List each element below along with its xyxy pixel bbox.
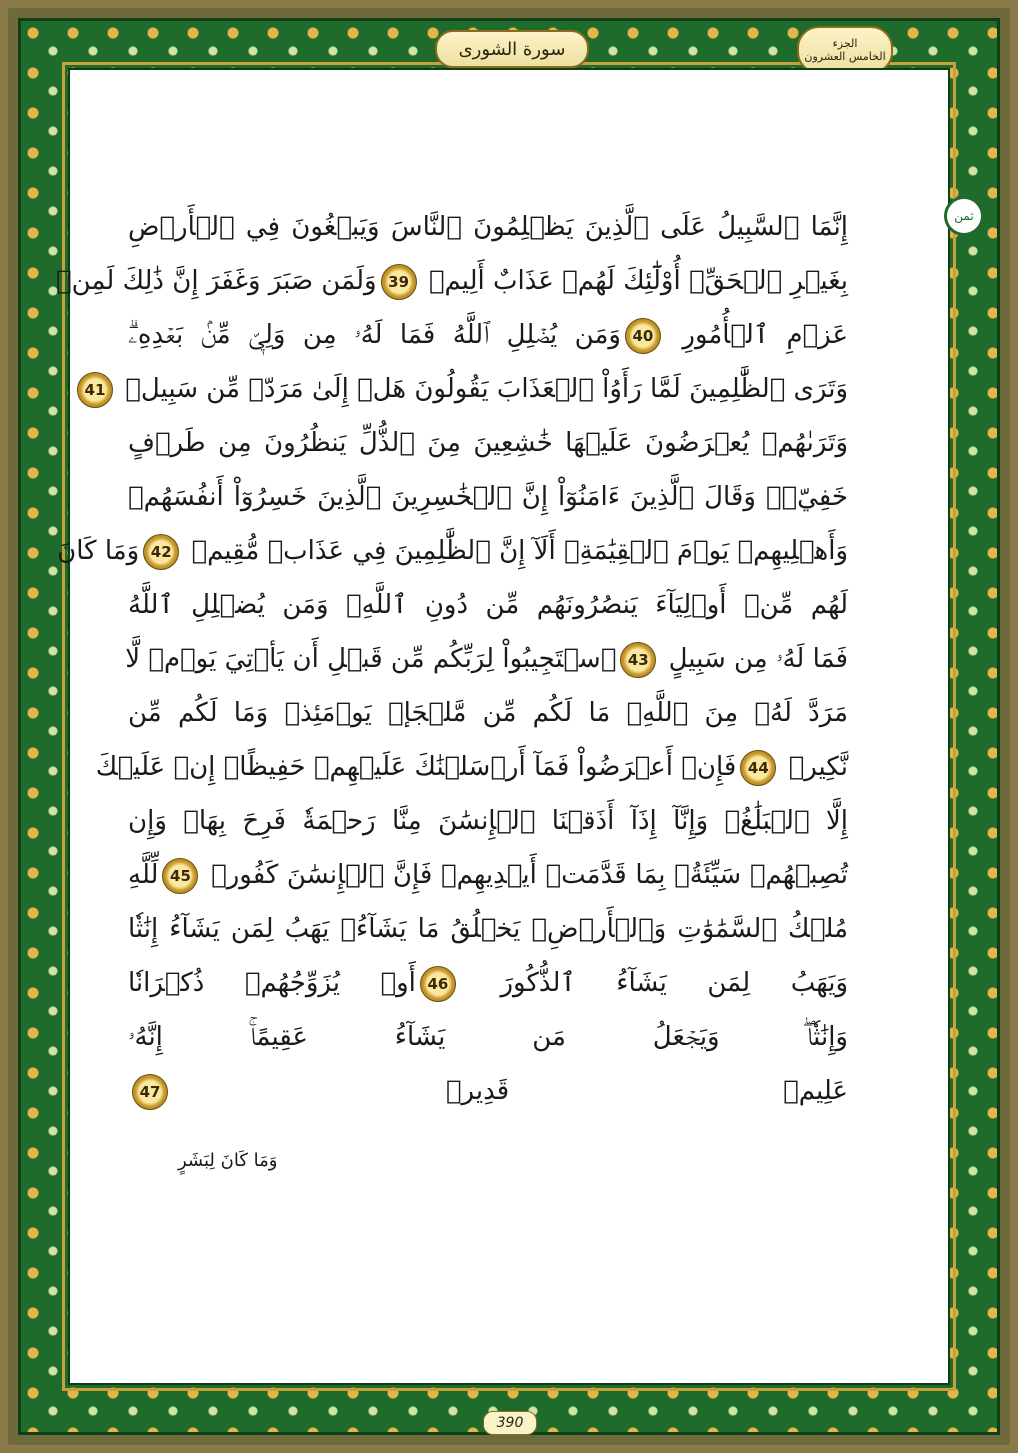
verse-text: وَلَمَن صَبَرَ وَغَفَرَ إِنَّ ذَٰلِكَ لَمِنۡ — [55, 266, 377, 296]
verse-text: عَزۡمِ ٱلۡأُمُورِ — [664, 320, 848, 350]
ayah-number-marker: 45 — [162, 858, 198, 894]
text-line — [128, 794, 848, 848]
text-line — [128, 578, 848, 632]
text-line — [128, 1064, 848, 1118]
ayah-number-marker: 46 — [420, 966, 456, 1002]
verse-text: فَإِنۡ أَعۡرَضُواْ فَمَآ أَرۡسَلۡنَٰكَ عَلَيۡهِمۡ حَفِيظًاۖ إِنۡ عَلَيۡكَ — [95, 752, 737, 782]
ayah-number-marker: 43 — [620, 642, 656, 678]
ayah-number-marker: 40 — [625, 318, 661, 354]
ayah-number-marker: 44 — [740, 750, 776, 786]
text-line — [128, 902, 848, 956]
page-number-label: 390 — [496, 1415, 524, 1431]
verse-text: وَمَا كَانَ — [57, 536, 140, 566]
text-line — [84, 362, 848, 416]
juz-number: الخامس العشرون — [804, 50, 886, 63]
text-line — [128, 848, 848, 902]
surah-title: سورة الشورى — [458, 38, 566, 60]
verse-text: لِّلَّهِ — [128, 860, 159, 890]
verse-text: وَتَرَى ٱلظَّٰلِمِينَ لَمَّا رَأَوُاْ ٱلۡعَذَابَ يَقُولُونَ هَلۡ إِلَىٰ مَرَدّٖ مِّن سَبِيلٖ — [116, 374, 848, 404]
verse-text: فَمَا لَهُۥ مِن سَبِيلٍ — [660, 644, 848, 674]
verse-text: نَّكِيرٖ — [780, 752, 848, 782]
text-line — [95, 740, 848, 794]
verse-text: وَإِنَٰثٗاۖ وَيَجۡعَلُ مَن يَشَآءُ عَقِيمًاۚ إِنَّهُۥ — [128, 1022, 848, 1052]
text-line — [128, 1010, 848, 1064]
text-line — [128, 200, 848, 254]
quran-text-block — [55, 200, 848, 1118]
verse-text: مُلۡكُ ٱلسَّمَٰوَٰتِ وَٱلۡأَرۡضِۚ يَخۡلُقُ مَا يَشَآءُۚ يَهَبُ لِمَن يَشَآءُ إِنَٰثٗا — [128, 914, 848, 944]
catchword: وَمَا كَانَ لِبَشَرٍ — [178, 1150, 278, 1171]
verse-text: وَأَهۡلِيهِمۡ يَوۡمَ ٱلۡقِيَٰمَةِۗ أَلَآ إِنَّ ٱلظَّٰلِمِينَ فِي عَذَابٖ مُّقِيمٖ — [183, 536, 848, 566]
verse-text: وَمَن يُضۡلِلِ ٱللَّهُ فَمَا لَهُۥ مِن وَلِيّٖ مِّنۢ بَعۡدِهِۦۗ — [128, 320, 621, 350]
ayah-number-marker: 39 — [381, 264, 417, 300]
verse-text: تُصِبۡهُمۡ سَيِّئَةُۢ بِمَا قَدَّمَتۡ أَيۡدِيهِمۡ فَإِنَّ ٱلۡإِنسَٰنَ كَفُورٞ — [202, 860, 848, 890]
surah-title-plate — [435, 30, 589, 68]
verse-text: خَفِيّٖۗ وَقَالَ ٱلَّذِينَ ءَامَنُوٓاْ إِنَّ ٱلۡخَٰسِرِينَ ٱلَّذِينَ خَسِرُوٓاْ أَنفُسَهُمۡ — [128, 482, 848, 512]
text-line — [57, 524, 848, 578]
verse-text: وَتَرَىٰهُمۡ يُعۡرَضُونَ عَلَيۡهَا خَٰشِعِينَ مِنَ ٱلذُّلِّ يَنظُرُونَ مِن طَرۡفٍ — [128, 428, 848, 458]
text-line — [128, 470, 848, 524]
juz-label: الجزء — [832, 37, 858, 50]
verse-text: أَوۡ يُزَوِّجُهُمۡ ذُكۡرَانٗا — [128, 968, 416, 998]
verse-text: لَهُم مِّنۡ أَوۡلِيَآءَ يَنصُرُونَهُم مِّن دُونِ ٱللَّهِۗ وَمَن يُضۡلِلِ ٱللَّهُ — [128, 590, 848, 620]
page-number — [483, 1411, 537, 1435]
text-line — [128, 308, 848, 362]
hizb-marker — [944, 196, 984, 236]
text-line — [55, 254, 848, 308]
text-line — [128, 686, 848, 740]
verse-text: عَلِيمٞ قَدِيرٞ — [172, 1076, 848, 1106]
text-line — [128, 956, 848, 1010]
text-line — [128, 416, 848, 470]
ayah-number-marker: 47 — [132, 1074, 168, 1110]
ayah-number-marker: 42 — [143, 534, 179, 570]
text-line — [125, 632, 848, 686]
juz-plate — [797, 26, 893, 74]
verse-text: ٱسۡتَجِيبُواْ لِرَبِّكُم مِّن قَبۡلِ أَن يَأۡتِيَ يَوۡمٞ لَّا — [125, 644, 617, 674]
verse-text: إِلَّا ٱلۡبَلَٰغُۗ وَإِنَّآ إِذَآ أَذَقۡنَا ٱلۡإِنسَٰنَ مِنَّا رَحۡمَةٗ فَرِحَ بِهَاۖ وَإِن — [128, 806, 848, 836]
verse-text: وَيَهَبُ لِمَن يَشَآءُ ٱلذُّكُورَ — [459, 968, 848, 998]
verse-text: بِغَيۡرِ ٱلۡحَقِّۚ أُوْلَٰٓئِكَ لَهُمۡ عَذَابٌ أَلِيمٞ — [420, 266, 848, 296]
verse-text: مَرَدَّ لَهُۥ مِنَ ٱللَّهِۚ مَا لَكُم مِّن مَّلۡجَإٖ يَوۡمَئِذٖ وَمَا لَكُم مِّن — [128, 698, 848, 728]
verse-text: إِنَّمَا ٱلسَّبِيلُ عَلَى ٱلَّذِينَ يَظۡلِمُونَ ٱلنَّاسَ وَيَبۡغُونَ فِي ٱلۡأَرۡضِ — [128, 212, 848, 242]
ayah-number-marker: 41 — [77, 372, 113, 408]
hizb-marker-label: ثمن — [954, 209, 974, 223]
